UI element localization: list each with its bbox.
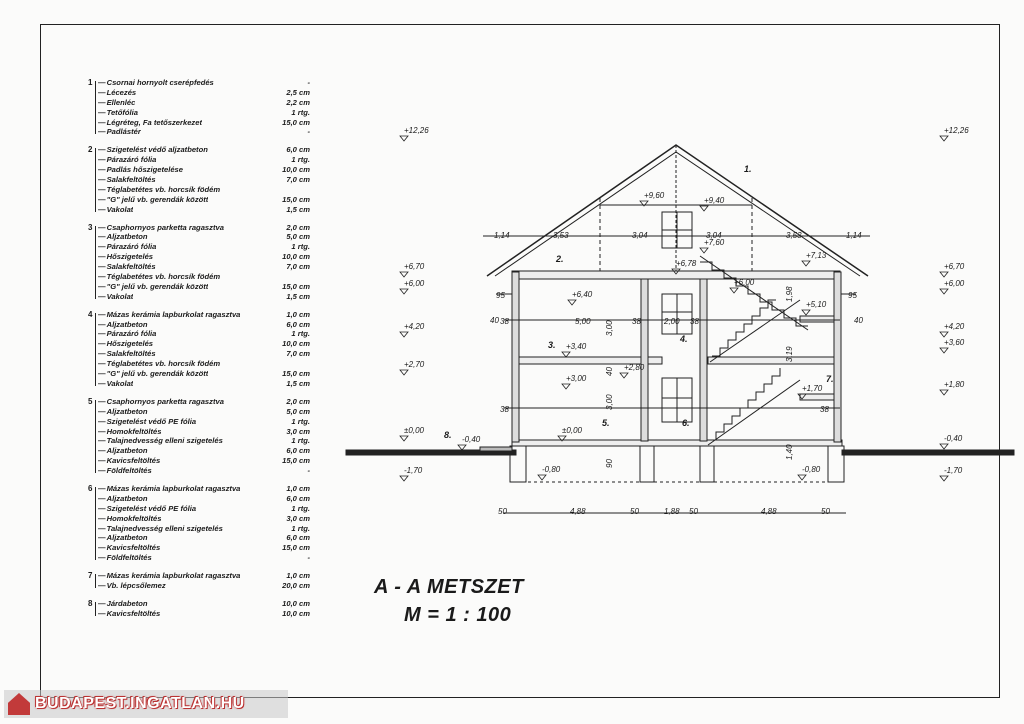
legend-group-number: 5 — [88, 396, 93, 406]
level-right: -1,70 — [944, 466, 963, 475]
layer-name: — Padlástér — [98, 127, 141, 137]
level-marker-icon — [458, 445, 466, 450]
drawing-scale: M = 1 : 100 — [404, 604, 512, 626]
layer-name: — Földfeltöltés — [98, 553, 152, 563]
layer-name: — Hőszigetelés — [98, 339, 153, 349]
level-inner: -0,40 — [462, 435, 481, 444]
layer-thickness: 7,0 cm — [286, 349, 310, 359]
watermark-text: BUDAPEST.INGATLAN.HU — [35, 695, 245, 712]
dim-side: 38 — [820, 405, 829, 414]
layer-thickness: 1 rtg. — [291, 416, 310, 426]
layer-thickness: 2,0 cm — [286, 396, 310, 406]
layer-thickness: 15,0 cm — [282, 369, 310, 379]
layer-thickness: 15,0 cm — [282, 117, 310, 127]
legend-group-number: 1 — [88, 78, 93, 87]
layer-thickness: 1 rtg. — [291, 155, 310, 165]
layer-name: — Szigetelést védő aljzatbeton — [98, 145, 208, 155]
dim-side: 95 — [848, 291, 857, 300]
dim-side: 3,00 — [605, 320, 614, 336]
level-marker-icon — [400, 136, 408, 141]
layer-thickness: 10,0 cm — [282, 252, 310, 262]
level-marker-icon — [568, 300, 576, 305]
layer-name: — Talajnedvesség elleni szigetelés — [98, 436, 223, 446]
level-inner: +2,80 — [624, 363, 645, 372]
layer-name: — Aljzatbeton — [98, 494, 148, 504]
layer-thickness: 1,0 cm — [286, 309, 310, 319]
legend-group-number: 7 — [88, 571, 93, 581]
level-marker-icon — [620, 373, 628, 378]
level-right: +12,26 — [944, 126, 969, 135]
level-marker-icon — [940, 272, 948, 277]
ground-right — [842, 450, 1014, 455]
level-marker-icon — [730, 288, 738, 293]
layer-name: — Járdabeton — [98, 599, 148, 609]
layer-thickness: 15,0 cm — [282, 543, 310, 553]
level-marker-icon — [802, 261, 810, 266]
layer-name: — Párazáró fólia — [98, 329, 156, 339]
level-left: +12,26 — [404, 126, 429, 135]
section-tag: 4. — [680, 334, 688, 344]
stair-flight-1 — [708, 368, 780, 440]
layer-thickness: - — [307, 127, 310, 137]
level-left: +2,70 — [404, 360, 425, 369]
layer-name: — Mázas kerámia lapburkolat ragasztva — [98, 571, 240, 581]
layer-name: — Aljzatbeton — [98, 320, 148, 330]
dim-bottom: 50 — [821, 507, 830, 516]
level-marker-icon — [400, 436, 408, 441]
layer-thickness: 7,0 cm — [286, 262, 310, 272]
layer-thickness: 10,0 cm — [282, 608, 310, 618]
dim-floor: 5,00 — [575, 317, 591, 326]
layer-name: — Aljzatbeton — [98, 533, 148, 543]
layer-thickness: 5,0 cm — [286, 232, 310, 242]
layer-name: — Csaphornyos parketta ragasztva — [98, 397, 224, 407]
level-left: +4,20 — [404, 322, 425, 331]
dim-bottom: 50 — [689, 507, 698, 516]
layer-thickness: 6,0 cm — [286, 145, 310, 155]
house-logo-icon — [8, 693, 30, 715]
dim-bottom: 4,88 — [570, 507, 586, 516]
dim-top: 3,53 — [786, 231, 802, 240]
layer-name: — Aljzatbeton — [98, 446, 148, 456]
section-tag: 8. — [444, 430, 452, 440]
level-marker-icon — [940, 136, 948, 141]
layer-thickness: 10,0 cm — [282, 339, 310, 349]
layer-name: — Légréteg, Fa tetőszerkezet — [98, 118, 202, 128]
level-inner: -0,80 — [802, 465, 821, 474]
layer-thickness: 10,0 cm — [282, 598, 310, 608]
layer-thickness: 10,0 cm — [282, 165, 310, 175]
level-inner: +3,40 — [566, 342, 587, 351]
dim-side: 40 — [490, 316, 499, 325]
dim-top: 1,14 — [846, 231, 862, 240]
layer-name: — Kavicsfeltöltés — [98, 609, 160, 619]
level-marker-icon — [562, 352, 570, 357]
layer-thickness: 2,2 cm — [286, 97, 310, 107]
level-inner: +6,00 — [734, 278, 755, 287]
layer-thickness: 1 rtg. — [291, 107, 310, 117]
dim-side: 90 — [605, 459, 614, 468]
layer-name: — Vakolat — [98, 379, 133, 389]
layer-thickness: 1,0 cm — [286, 483, 310, 493]
layer-name: — Párazáró fólia — [98, 242, 156, 252]
layer-thickness: 1,5 cm — [286, 378, 310, 388]
dim-side: 95 — [496, 291, 505, 300]
layer-name: — Kavicsfeltöltés — [98, 543, 160, 553]
layer-name: — Aljzatbeton — [98, 232, 148, 242]
level-right: -0,40 — [944, 434, 963, 443]
layer-name: — Szigetelést védő PE fólia — [98, 504, 196, 514]
layer-thickness: 6,0 cm — [286, 319, 310, 329]
layer-thickness: 2,0 cm — [286, 222, 310, 232]
footing-2 — [640, 446, 654, 482]
level-marker-icon — [798, 475, 806, 480]
layer-thickness: 1 rtg. — [291, 503, 310, 513]
layer-thickness: 1,5 cm — [286, 291, 310, 301]
layer-name: — Mázas kerámia lapburkolat ragasztva — [98, 484, 240, 494]
section-tag: 1. — [744, 164, 752, 174]
layer-name: — Mázas kerámia lapburkolat ragasztva — [98, 310, 240, 320]
watermark — [4, 690, 288, 718]
layer-name: — Csaphornyos parketta ragasztva — [98, 223, 224, 233]
layer-thickness: 6,0 cm — [286, 533, 310, 543]
wall-right — [834, 272, 841, 442]
layer-name: — Földfeltöltés — [98, 466, 152, 476]
level-left: ±0,00 — [404, 426, 424, 435]
level-right: +4,20 — [944, 322, 965, 331]
dim-side: 40 — [854, 316, 863, 325]
layer-thickness: 6,0 cm — [286, 493, 310, 503]
layer-name: — Kavicsfeltöltés — [98, 456, 160, 466]
level-right: +1,80 — [944, 380, 965, 389]
level-inner: ±0,00 — [562, 426, 582, 435]
dim-floor: 38 — [500, 317, 509, 326]
layer-name: — Tetőfólia — [98, 108, 138, 118]
level-marker-icon — [400, 370, 408, 375]
wall-middle-right — [700, 279, 707, 441]
layer-name: — Vakolat — [98, 292, 133, 302]
dim-floor: 2,00 — [664, 317, 680, 326]
dim-floor: 38 — [632, 317, 641, 326]
layer-thickness: 1 rtg. — [291, 242, 310, 252]
level-marker-icon — [940, 444, 948, 449]
level-inner: +5,10 — [806, 300, 827, 309]
dim-top: 3,04 — [706, 231, 722, 240]
section-tag: 5. — [602, 418, 610, 428]
level-marker-icon — [562, 384, 570, 389]
level-right: +6,70 — [944, 262, 965, 271]
legend-group-number: 2 — [88, 145, 93, 155]
section-tag: 2. — [556, 254, 564, 264]
level-right: +3,60 — [944, 338, 965, 347]
level-inner: +7,60 — [704, 238, 725, 247]
section-tag: 7. — [826, 374, 834, 384]
level-inner: -0,80 — [542, 465, 561, 474]
level-inner: +9,40 — [704, 196, 725, 205]
layer-name: — Téglabetétes vb. horcsík födém — [98, 359, 220, 369]
level-marker-icon — [940, 332, 948, 337]
level-inner: +9,60 — [644, 191, 665, 200]
layer-thickness: 5,0 cm — [286, 406, 310, 416]
layer-name: — Salakfeltöltés — [98, 349, 156, 359]
level-marker-icon — [700, 206, 708, 211]
dim-bottom: 50 — [498, 507, 507, 516]
layer-name: — Homokfeltöltés — [98, 427, 161, 437]
layer-name: — Talajnedvesség elleni szigetelés — [98, 524, 223, 534]
dim-top: 1,14 — [494, 231, 510, 240]
balcony-slab — [800, 316, 834, 322]
layer-thickness: 1,0 cm — [286, 571, 310, 581]
legend-group-number: 8 — [88, 598, 93, 608]
layer-thickness: 3,0 cm — [286, 426, 310, 436]
layer-name: — Vakolat — [98, 205, 133, 215]
layer-name: — Szigetelést védő PE fólia — [98, 417, 196, 427]
dim-side: 1,98 — [785, 286, 794, 302]
dim-bottom: 50 — [630, 507, 639, 516]
level-marker-icon — [400, 272, 408, 277]
section-tag: 6. — [682, 418, 690, 428]
drawing-title: A - A METSZET — [374, 576, 524, 598]
dim-bottom: 4,88 — [761, 507, 777, 516]
layer-thickness: 15,0 cm — [282, 194, 310, 204]
footing-3 — [700, 446, 714, 482]
layer-name: — Téglabetétes vb. horcsík födém — [98, 272, 220, 282]
layer-name: — Ellenléc — [98, 98, 135, 108]
layer-name: — Aljzatbeton — [98, 407, 148, 417]
layer-thickness: 3,0 cm — [286, 513, 310, 523]
upper-slab-right — [708, 357, 840, 364]
legend-group-number: 3 — [88, 222, 93, 232]
layer-thickness: 1,5 cm — [286, 204, 310, 214]
layer-name: — Csornai hornyolt cserépfedés — [98, 78, 214, 88]
layer-thickness: - — [307, 78, 310, 87]
layer-name: — Párazáró fólia — [98, 155, 156, 165]
level-marker-icon — [940, 476, 948, 481]
level-inner: +6,40 — [572, 290, 593, 299]
layer-thickness: - — [307, 553, 310, 563]
level-marker-icon — [802, 310, 810, 315]
layer-thickness: 7,0 cm — [286, 175, 310, 185]
level-left: -1,70 — [404, 466, 423, 475]
dim-side: 38 — [500, 405, 509, 414]
layer-thickness: - — [307, 466, 310, 476]
layer-thickness: 15,0 cm — [282, 281, 310, 291]
legend-group-number: 4 — [88, 309, 93, 319]
layer-thickness: 1 rtg. — [291, 329, 310, 339]
layer-thickness: 1 rtg. — [291, 436, 310, 446]
attic-slab — [512, 271, 840, 279]
dim-side: 3,19 — [785, 346, 794, 362]
layer-name: — Vb. lépcsőlemez — [98, 581, 166, 591]
level-marker-icon — [940, 289, 948, 294]
dim-side: 3,00 — [605, 394, 614, 410]
level-left: +6,00 — [404, 279, 425, 288]
layer-name: — Salakfeltöltés — [98, 262, 156, 272]
level-marker-icon — [940, 348, 948, 353]
sidewalk — [480, 447, 512, 451]
wall-middle-left — [641, 279, 648, 441]
layer-name: — Homokfeltöltés — [98, 514, 161, 524]
section-tag: 3. — [548, 340, 556, 350]
layer-thickness: 15,0 cm — [282, 456, 310, 466]
stair-flight-2 — [712, 300, 776, 356]
dim-floor: 38 — [690, 317, 699, 326]
layer-name: — Salakfeltöltés — [98, 175, 156, 185]
level-marker-icon — [400, 476, 408, 481]
layer-thickness: 6,0 cm — [286, 446, 310, 456]
layer-name: — "G" jelű vb. gerendák között — [98, 369, 208, 379]
dim-top: 3,53 — [553, 231, 569, 240]
level-marker-icon — [538, 475, 546, 480]
level-left: +6,70 — [404, 262, 425, 271]
layer-name: — Padlás hőszigetelése — [98, 165, 183, 175]
level-inner: +6,78 — [676, 259, 697, 268]
dim-top: 3,04 — [632, 231, 648, 240]
layer-thickness: 20,0 cm — [282, 580, 310, 590]
stair-slab-1 — [708, 380, 800, 445]
legend-group-number: 6 — [88, 483, 93, 493]
level-inner: +7,13 — [806, 251, 827, 260]
layer-name: — Téglabetétes vb. horcsík födém — [98, 185, 220, 195]
level-inner: +1,70 — [802, 384, 823, 393]
layer-name: — "G" jelű vb. gerendák között — [98, 282, 208, 292]
level-marker-icon — [400, 289, 408, 294]
level-right: +6,00 — [944, 279, 965, 288]
level-inner: +3,00 — [566, 374, 587, 383]
dim-bottom: 1,88 — [664, 507, 680, 516]
level-marker-icon — [700, 248, 708, 253]
wall-left — [512, 272, 519, 442]
dim-side: 1,40 — [785, 444, 794, 460]
level-marker-icon — [940, 390, 948, 395]
layer-thickness: 1 rtg. — [291, 523, 310, 533]
layer-name: — "G" jelű vb. gerendák között — [98, 195, 208, 205]
layer-thickness: 2,5 cm — [286, 87, 310, 97]
layer-name: — Hőszigetelés — [98, 252, 153, 262]
dim-side: 40 — [605, 367, 614, 376]
layer-name: — Lécezés — [98, 88, 136, 98]
level-marker-icon — [400, 332, 408, 337]
